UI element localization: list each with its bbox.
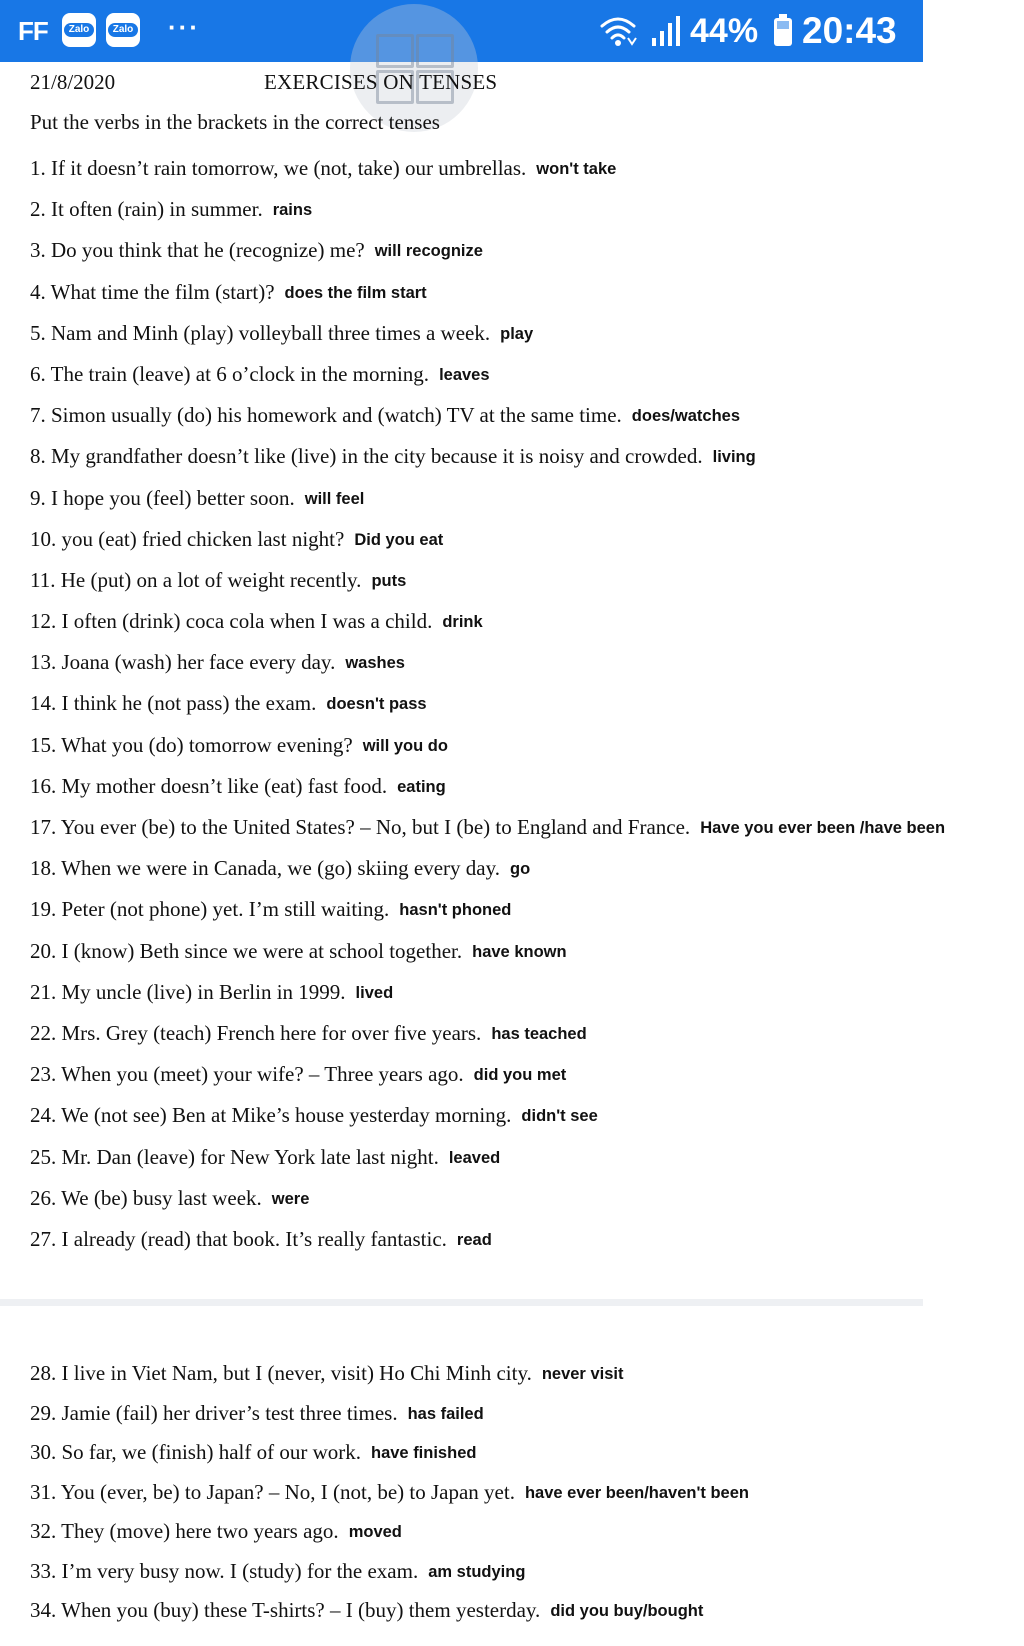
exercise-question: 23. When you (meet) your wife? – Three years ago.	[30, 1062, 464, 1087]
exercise-answer: never visit	[541, 1365, 624, 1383]
exercise-item	[30, 1433, 1020, 1473]
exercise-item	[30, 519, 1020, 560]
exercise-answer: has teached	[491, 1024, 587, 1043]
exercise-answer: read	[456, 1230, 492, 1249]
exercise-answer: were	[271, 1189, 310, 1208]
exercise-item	[30, 683, 1020, 724]
exercise-answer: does the film start	[284, 283, 427, 302]
exercise-question: 32. They (move) here two years ago.	[30, 1519, 339, 1543]
exercise-item	[30, 1394, 1020, 1434]
exercise-item	[30, 1054, 1020, 1095]
more-notifications-icon: ···	[168, 12, 200, 42]
exercise-answer: have known	[472, 942, 567, 961]
exercise-question: 12. I often (drink) coca cola when I was a child.	[30, 609, 433, 634]
exercise-question: 33. I’m very busy now. I (study) for the exam.	[30, 1558, 419, 1583]
exercise-question: 16. My mother doesn’t like (eat) fast food.	[30, 773, 388, 798]
exercise-item	[30, 1473, 1020, 1513]
exercise-answer: puts	[371, 571, 407, 590]
exercise-item	[30, 1095, 1020, 1136]
exercise-answer: will feel	[304, 489, 365, 508]
exercise-answer: will you do	[362, 736, 448, 755]
zalo-icon-label: Zalo	[108, 23, 138, 37]
exercise-answer: Did you eat	[354, 530, 444, 549]
exercise-answer: living	[712, 448, 756, 467]
exercise-item	[30, 601, 1020, 642]
signal-icon	[650, 14, 686, 48]
exercise-question: 15. What you (do) tomorrow evening?	[30, 732, 353, 757]
exercise-answer: did you met	[473, 1066, 567, 1085]
exercise-question: 6. The train (leave) at 6 o’clock in the morning.	[30, 361, 430, 386]
document-title: EXERCISES ON TENSES	[264, 70, 498, 94]
exercise-answer: am studying	[428, 1562, 526, 1581]
exercise-item	[30, 972, 1020, 1013]
exercise-question: 30. So far, we (finish) half of our work.	[30, 1440, 361, 1464]
exercise-question: 8. My grandfather doesn’t like (live) in the city because it is noisy and crowded.	[30, 444, 703, 469]
exercise-item	[30, 313, 1020, 354]
exercise-answer: leaves	[439, 365, 490, 384]
battery-percent: 44%	[690, 12, 759, 50]
exercise-question: 18. When we were in Canada, we (go) skiing every day.	[30, 856, 501, 881]
exercise-question: 31. You (ever, be) to Japan? – No, I (not, be) to Japan yet.	[30, 1479, 515, 1504]
exercise-item	[30, 725, 1020, 766]
exercise-question: 11. He (put) on a lot of weight recently.	[30, 567, 362, 592]
carrier-label: FF	[18, 16, 48, 46]
exercise-item	[30, 395, 1020, 436]
exercise-item	[30, 436, 1020, 477]
zalo-app-icon	[62, 13, 96, 47]
exercise-question: 22. Mrs. Grey (teach) French here for over five years.	[30, 1020, 482, 1045]
exercise-question: 34. When you (buy) these T-shirts? – I (buy) them yesterday.	[30, 1598, 541, 1622]
exercise-item	[30, 230, 1020, 271]
exercise-answer: didn't see	[521, 1107, 598, 1126]
zalo-icon-label: Zalo	[64, 23, 94, 37]
exercise-item	[30, 1354, 1020, 1394]
exercise-question: 26. We (be) busy last week.	[30, 1185, 262, 1210]
exercise-answer: will recognize	[374, 242, 483, 261]
exercise-item	[30, 889, 1020, 930]
exercise-answer: play	[500, 324, 534, 343]
exercise-item	[30, 148, 1020, 189]
battery-icon	[772, 14, 794, 48]
exercise-answer: has failed	[407, 1404, 484, 1423]
exercise-list	[30, 148, 1020, 1260]
exercise-item	[30, 478, 1020, 519]
exercise-answer: leaved	[448, 1148, 501, 1167]
zalo-app-icon	[106, 13, 140, 47]
exercise-question: 10. you (eat) fried chicken last night?	[30, 526, 345, 551]
exercise-question: 5. Nam and Minh (play) volleyball three times a week.	[30, 320, 491, 345]
exercise-item	[30, 807, 1020, 848]
exercise-question: 27. I already (read) that book. It’s really fantastic.	[30, 1226, 447, 1251]
exercise-answer: won't take	[536, 160, 617, 178]
exercise-answer: have ever been/haven't been	[524, 1483, 749, 1502]
exercise-answer: go	[510, 860, 531, 879]
exercise-question: 25. Mr. Dan (leave) for New York late last night.	[30, 1144, 439, 1169]
document-header	[30, 70, 930, 100]
exercise-answer: does/watches	[631, 407, 741, 426]
exercise-item	[30, 931, 1020, 972]
exercise-question: 1. If it doesn’t rain tomorrow, we (not, take) our umbrellas.	[30, 156, 527, 180]
exercise-answer: eating	[397, 777, 446, 796]
exercise-item	[30, 189, 1020, 230]
exercise-answer: lived	[355, 983, 394, 1002]
exercise-question: 14. I think he (not pass) the exam.	[30, 691, 317, 716]
document-date: 21/8/2020	[30, 70, 116, 94]
exercise-question: 29. Jamie (fail) her driver’s test three times.	[30, 1400, 398, 1425]
exercise-question: 19. Peter (not phone) yet. I’m still waiting.	[30, 897, 390, 922]
page-divider	[0, 1299, 923, 1306]
exercise-item	[30, 766, 1020, 807]
exercise-answer: doesn't pass	[326, 695, 427, 714]
exercise-question: 28. I live in Viet Nam, but I (never, visit) Ho Chi Minh city.	[30, 1361, 532, 1385]
exercise-question: 7. Simon usually (do) his homework and (watch) TV at the same time.	[30, 403, 622, 428]
exercise-item	[30, 848, 1020, 889]
exercise-answer: have finished	[371, 1444, 477, 1462]
exercise-item	[30, 1591, 1020, 1631]
wifi-icon	[598, 14, 638, 48]
exercise-answer: hasn't phoned	[399, 901, 512, 920]
exercise-item	[30, 560, 1020, 601]
exercise-question: 2. It often (rain) in summer.	[30, 197, 263, 222]
instruction-text: Put the verbs in the brackets in the correct tenses	[30, 110, 440, 134]
exercise-item	[30, 1512, 1020, 1552]
exercise-list-page-2	[30, 1354, 1020, 1631]
exercise-question: 13. Joana (wash) her face every day.	[30, 650, 336, 675]
exercise-item	[30, 272, 1020, 313]
exercise-question: 20. I (know) Beth since we were at school together.	[30, 938, 463, 963]
exercise-item	[30, 1552, 1020, 1592]
exercise-item	[30, 1137, 1020, 1178]
exercise-item	[30, 1219, 1020, 1260]
exercise-answer: did you buy/bought	[550, 1602, 704, 1620]
exercise-question: 4. What time the film (start)?	[30, 279, 275, 304]
exercise-question: 17. You ever (be) to the United States? – No, but I (be) to England and France.	[30, 815, 691, 839]
exercise-answer: rains	[272, 201, 313, 220]
exercise-item	[30, 354, 1020, 395]
exercise-answer: moved	[348, 1523, 402, 1541]
exercise-answer: drink	[442, 613, 483, 632]
exercise-item	[30, 642, 1020, 683]
exercise-question: 3. Do you think that he (recognize) me?	[30, 238, 365, 263]
exercise-answer: washes	[345, 654, 405, 673]
clock: 20:43	[802, 10, 897, 51]
exercise-question: 9. I hope you (feel) better soon.	[30, 485, 295, 510]
exercise-item	[30, 1013, 1020, 1054]
exercise-answer: Have you ever been /have been	[700, 819, 946, 837]
exercise-question: 21. My uncle (live) in Berlin in 1999.	[30, 979, 346, 1004]
exercise-item	[30, 1178, 1020, 1219]
exercise-question: 24. We (not see) Ben at Mike’s house yesterday morning.	[30, 1103, 512, 1128]
